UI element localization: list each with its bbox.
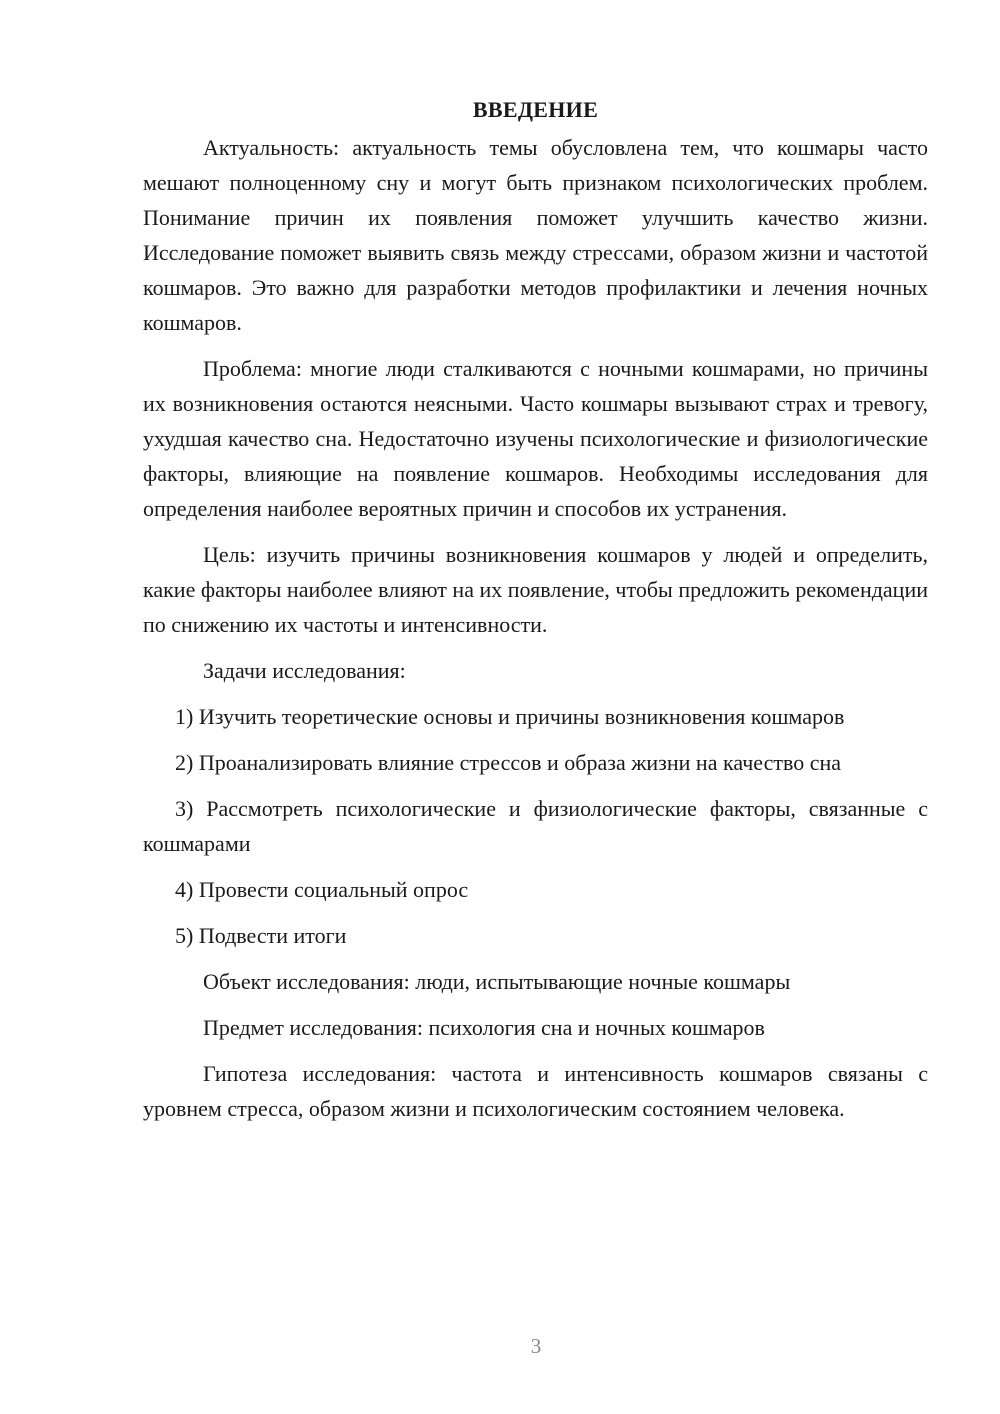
relevance-paragraph: Актуальность: актуальность темы обусловлена тем, что кошмары часто мешают полноценному сну и могут быть признаком психологических проблем. Понимание причин их появления поможет улучшить качество жизни. Исследование поможет выявить связь между стрессами, образом жизни и частотой кошмаров. Это важно для разработки методов профилактики и лечения ночных кошмаров.: [143, 135, 928, 335]
task-item-4: 4) Провести социальный опрос: [175, 877, 469, 902]
task-item-1: 1) Изучить теоретические основы и причины возникновения кошмаров: [175, 704, 845, 729]
hypothesis-paragraph: Гипотеза исследования: частота и интенсивность кошмаров связаны с уровнем стресса, образом жизни и психологическим состоянием человека.: [143, 1061, 928, 1121]
goal-paragraph: Цель: изучить причины возникновения кошмаров у людей и определить, какие факторы наиболее влияют на их появление, чтобы предложить рекомендации по снижению их частоты и интенсивности.: [143, 542, 928, 637]
task-item-3: 3) Рассмотреть психологические и физиологические факторы, связанные с кошмарами: [143, 796, 928, 856]
object-paragraph: Объект исследования: люди, испытывающие ночные кошмары: [203, 969, 791, 994]
page-number: 3: [530, 1334, 542, 1358]
document-body: [143, 92, 928, 1137]
problem-paragraph: Проблема: многие люди сталкиваются с ночными кошмарами, но причины их возникновения остаются неясными. Часто кошмары вызывают страх и тревогу, ухудшая качество сна. Недостаточно изучены психологические и физиологические факторы, влияющие на появление кошмаров. Необходимы исследования для определения наиболее вероятных причин и способов их устранения.: [143, 356, 928, 521]
tasks-heading: Задачи исследования:: [203, 658, 406, 683]
task-item-5: 5) Подвести итоги: [175, 923, 347, 948]
page-title: ВВЕДЕНИЕ: [472, 97, 599, 122]
task-item-2: 2) Проанализировать влияние стрессов и образа жизни на качество сна: [175, 750, 841, 775]
subject-paragraph: Предмет исследования: психология сна и ночных кошмаров: [203, 1015, 765, 1040]
